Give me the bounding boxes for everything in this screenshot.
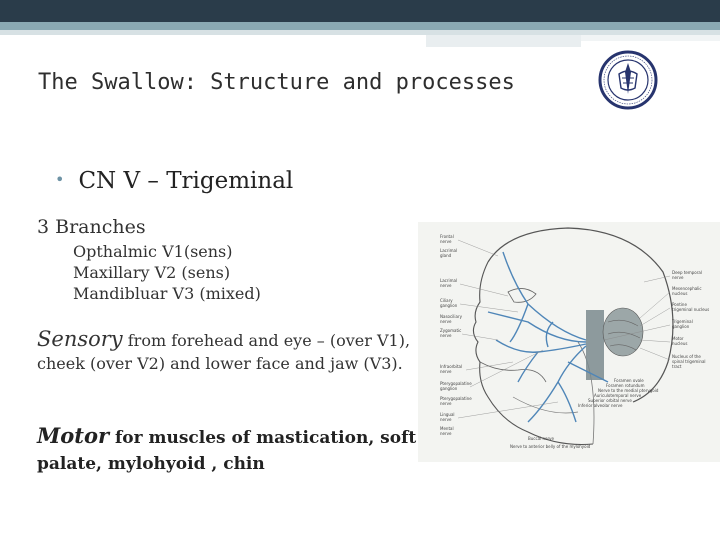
sensory-text: from forehead and eye – (over V1), cheek (over V2) and lower face and jaw (V3).: [37, 331, 411, 373]
header-band-dark: [0, 0, 720, 22]
svg-text:Lacrimal: Lacrimal: [440, 278, 458, 283]
svg-text:nerve: nerve: [440, 401, 452, 406]
svg-text:nerve: nerve: [440, 333, 452, 338]
svg-text:Deep temporal: Deep temporal: [672, 270, 702, 275]
motor-label: Motor: [37, 423, 110, 448]
bullet-trigeminal: [55, 168, 293, 194]
header-accent-block-2: [581, 35, 720, 41]
header-band-teal: [0, 22, 720, 30]
svg-text:Motor: Motor: [672, 336, 684, 341]
svg-text:Nucleus of the: Nucleus of the: [672, 354, 701, 359]
svg-text:nerve: nerve: [440, 239, 452, 244]
university-seal-icon: [598, 50, 658, 110]
motor-paragraph: [37, 423, 417, 477]
svg-text:Lingual: Lingual: [440, 412, 455, 417]
svg-text:Superior orbital nerve: Superior orbital nerve: [588, 398, 632, 403]
slide-title: The Swallow: Structure and processes: [38, 70, 515, 95]
svg-text:Nerve to anterior belly of the: Nerve to anterior belly of the mylohyoid: [510, 444, 591, 449]
svg-text:Frontal: Frontal: [440, 234, 454, 239]
branch-item-ophthalmic: Opthalmic V1(sens): [73, 242, 233, 261]
svg-text:Foramen rotundum: Foramen rotundum: [606, 383, 645, 388]
branch-item-mandibular: Mandibluar V3 (mixed): [73, 284, 261, 303]
svg-text:ganglion: ganglion: [672, 324, 690, 329]
svg-text:nerve: nerve: [672, 275, 684, 280]
svg-text:Zygomatic: Zygomatic: [440, 328, 462, 333]
svg-text:trigeminal nucleus: trigeminal nucleus: [672, 307, 710, 312]
svg-text:ganglion: ganglion: [440, 386, 458, 391]
svg-text:nerve: nerve: [440, 283, 452, 288]
sensory-label: Sensory: [37, 327, 123, 351]
svg-text:Pontine: Pontine: [672, 302, 687, 307]
svg-text:Mental: Mental: [440, 426, 454, 431]
svg-text:Lacrimal: Lacrimal: [440, 248, 458, 253]
svg-text:Nasociliary: Nasociliary: [440, 314, 462, 319]
sensory-paragraph: [37, 328, 417, 375]
svg-text:Nerve to the medial pterygoid: Nerve to the medial pterygoid: [598, 388, 659, 393]
svg-text:nucleus: nucleus: [672, 341, 688, 346]
svg-text:Ciliary: Ciliary: [440, 298, 453, 303]
bullet-text: CN V – Trigeminal: [78, 168, 294, 194]
svg-text:Trigeminal: Trigeminal: [672, 319, 693, 324]
svg-text:nerve: nerve: [440, 431, 452, 436]
svg-text:nerve: nerve: [440, 417, 452, 422]
trigeminal-nerve-diagram: [418, 222, 720, 462]
svg-text:Foramen ovale: Foramen ovale: [614, 378, 644, 383]
svg-text:Pterygopalatine: Pterygopalatine: [440, 396, 472, 401]
svg-text:nerve: nerve: [440, 319, 452, 324]
svg-text:nerve: nerve: [440, 369, 452, 374]
svg-text:gland: gland: [440, 253, 452, 258]
svg-text:nucleus: nucleus: [672, 291, 688, 296]
svg-text:Inferior alveolar nerve: Inferior alveolar nerve: [578, 403, 623, 408]
branch-item-maxillary: Maxillary V2 (sens): [73, 263, 231, 282]
svg-text:tract: tract: [672, 364, 682, 369]
svg-text:Pterygopalatine: Pterygopalatine: [440, 381, 472, 386]
bullet-dot-icon: •: [55, 170, 65, 189]
svg-text:Mesencephalic: Mesencephalic: [672, 286, 702, 291]
svg-text:Infraorbital: Infraorbital: [440, 364, 463, 369]
branches-heading: 3 Branches: [37, 216, 146, 238]
svg-text:Auriculotemporal nerve: Auriculotemporal nerve: [594, 393, 642, 398]
svg-text:ganglion: ganglion: [440, 303, 458, 308]
header-accent-block: [426, 35, 581, 47]
motor-text: for muscles of mastication, soft palate, mylohyoid , chin: [37, 428, 417, 474]
svg-text:spinal trigeminal: spinal trigeminal: [672, 359, 706, 364]
svg-text:Buccal nerve: Buccal nerve: [528, 436, 554, 441]
